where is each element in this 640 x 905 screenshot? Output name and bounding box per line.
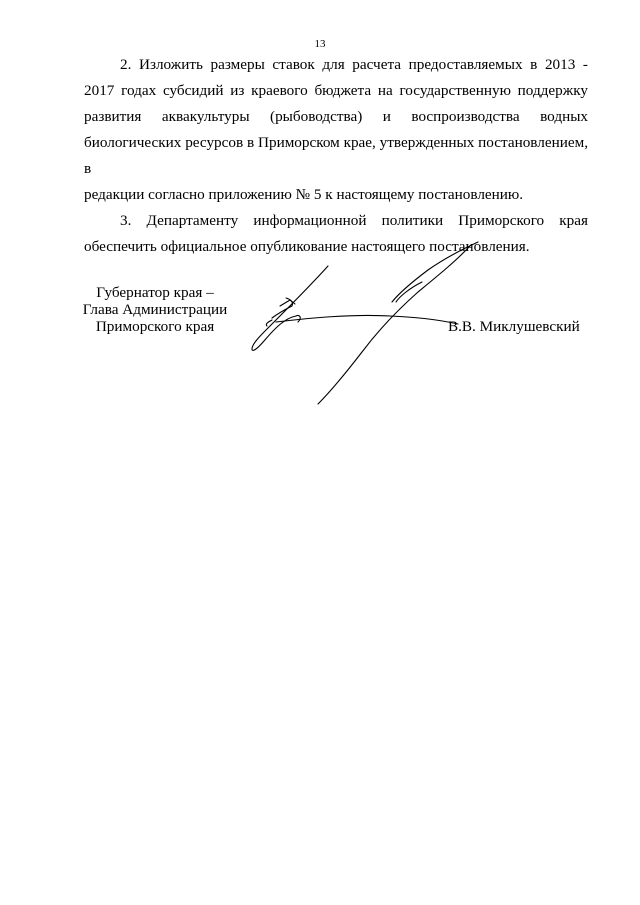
paragraph-line: 2017 годах субсидий из краевого бюджета на государственную поддержку xyxy=(84,82,588,99)
paragraph-line: развития аквакультуры (рыбоводства) и воспроизводства водных xyxy=(84,108,588,125)
document-body xyxy=(84,52,588,260)
paragraph-line: редакции согласно приложению № 5 к настоящему постановлению. xyxy=(84,186,524,203)
position-line: Глава Администрации xyxy=(82,301,228,318)
signatory-position xyxy=(80,284,230,335)
signatory-name: В.В. Миклушевский xyxy=(448,318,580,335)
paragraph-line: обеспечить официальное опубликование настоящего постановления. xyxy=(84,238,530,255)
paragraph-line: 3. Департаменту информационной политики Приморского края xyxy=(120,212,588,229)
page-number: 13 xyxy=(314,38,326,50)
paragraph-line: биологических ресурсов в Приморском крае, утвержденных постановлением, в xyxy=(84,134,588,177)
position-line: Губернатор края – xyxy=(96,284,214,301)
paragraph-line: 2. Изложить размеры ставок для расчета предоставляемых в 2013 - xyxy=(120,56,588,73)
position-line: Приморского края xyxy=(95,318,215,335)
paragraph-2 xyxy=(84,52,588,208)
